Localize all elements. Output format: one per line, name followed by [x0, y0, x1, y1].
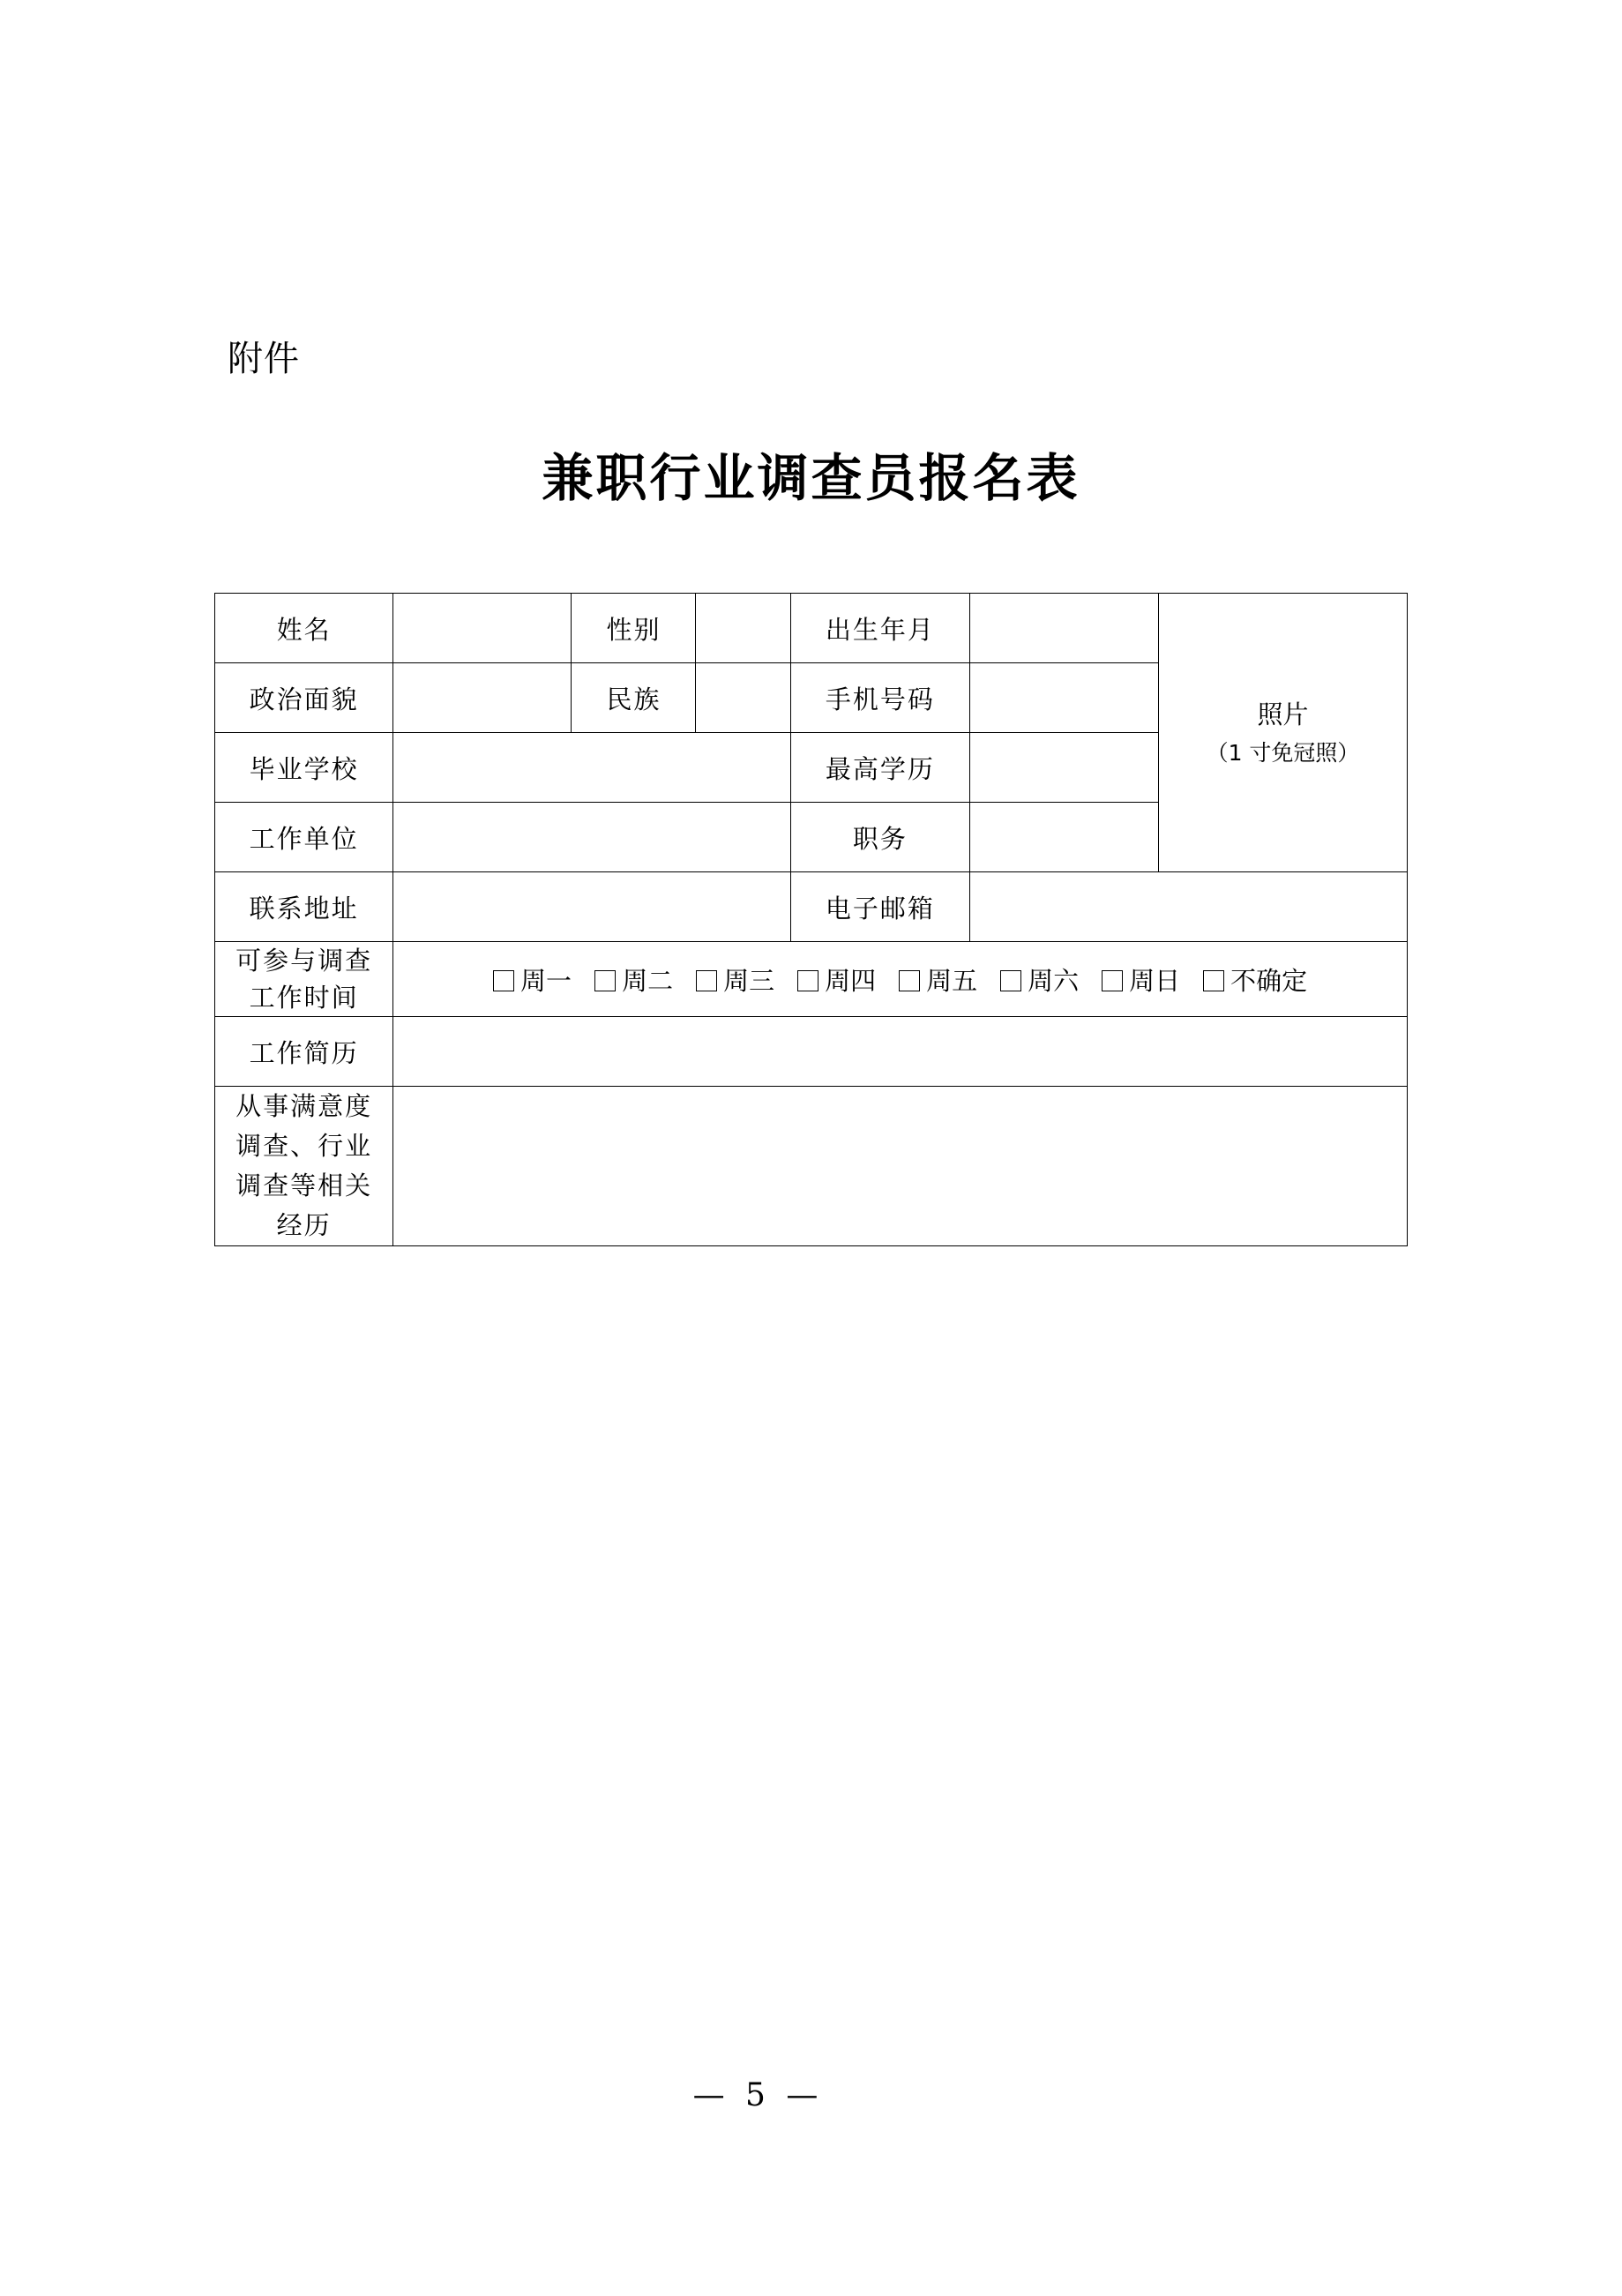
field-email[interactable] [969, 872, 1407, 942]
field-name[interactable] [393, 594, 572, 663]
field-ethnicity[interactable] [696, 663, 791, 733]
label-survey-experience-line4: 经历 [276, 1209, 332, 1240]
label-ethnicity: 民族 [572, 663, 696, 733]
label-school: 毕业学校 [215, 733, 393, 803]
photo-label: 照片 [1257, 699, 1309, 730]
field-political-status[interactable] [393, 663, 572, 733]
checkbox-option-thursday[interactable] [797, 961, 876, 998]
field-workplace[interactable] [393, 803, 791, 872]
label-survey-experience-line2: 调查、行业 [235, 1131, 373, 1162]
label-survey-experience-line1: 从事满意度 [235, 1091, 373, 1122]
checkbox-option-friday[interactable] [899, 961, 977, 998]
checkbox-icon[interactable] [696, 970, 717, 991]
checkbox-icon[interactable] [899, 970, 920, 991]
label-email: 电子邮箱 [791, 872, 969, 942]
label-gender: 性别 [572, 594, 696, 663]
checkbox-label: 周四 [825, 965, 877, 996]
page-footer [0, 2077, 1622, 2113]
label-workplace: 工作单位 [215, 803, 393, 872]
label-political-status: 政治面貌 [215, 663, 393, 733]
checkbox-label: 周六 [1028, 965, 1080, 996]
attachment-label: 附件 [228, 339, 300, 379]
field-education[interactable] [969, 733, 1159, 803]
page-title: 兼职行业调查员报名表 [542, 448, 1080, 508]
field-school[interactable] [393, 733, 791, 803]
checkbox-label: 周二 [622, 965, 674, 996]
label-survey-experience-line3: 调查等相关 [235, 1170, 373, 1200]
page-number: — 5 — [692, 2077, 824, 2113]
field-survey-experience[interactable] [393, 1087, 1408, 1246]
checkbox-icon[interactable] [797, 970, 818, 991]
table-row [215, 1017, 1408, 1087]
table-row [215, 872, 1408, 942]
label-availability-line2: 工作时间 [249, 983, 359, 1013]
photo-placeholder[interactable] [1159, 594, 1408, 872]
checkbox-option-sunday[interactable] [1102, 961, 1180, 998]
label-availability [215, 942, 393, 1017]
checkbox-icon[interactable] [1203, 970, 1224, 991]
label-work-resume: 工作简历 [215, 1017, 393, 1087]
checkbox-label: 不确定 [1230, 965, 1308, 996]
checkbox-icon[interactable] [1000, 970, 1021, 991]
checkbox-option-saturday[interactable] [1000, 961, 1079, 998]
field-position[interactable] [969, 803, 1159, 872]
availability-checkbox-group[interactable] [393, 942, 1408, 1017]
field-birth-date[interactable] [969, 594, 1159, 663]
checkbox-option-monday[interactable] [493, 961, 572, 998]
label-availability-line1: 可参与调查 [235, 946, 373, 976]
checkbox-label: 周五 [926, 965, 978, 996]
label-birth-date: 出生年月 [791, 594, 969, 663]
field-phone[interactable] [969, 663, 1159, 733]
label-name: 姓名 [215, 594, 393, 663]
label-position: 职务 [791, 803, 969, 872]
label-phone: 手机号码 [791, 663, 969, 733]
field-gender[interactable] [696, 594, 791, 663]
label-survey-experience [215, 1087, 393, 1246]
label-address: 联系地址 [215, 872, 393, 942]
field-work-resume[interactable] [393, 1017, 1408, 1087]
checkbox-label: 周一 [520, 965, 572, 996]
registration-form-table [214, 593, 1408, 1246]
checkbox-icon[interactable] [1102, 970, 1123, 991]
checkbox-icon[interactable] [594, 970, 616, 991]
checkbox-label: 周三 [723, 965, 775, 996]
table-row [215, 942, 1408, 1017]
table-row [215, 594, 1408, 663]
photo-sub-label: （1 寸免冠照） [1206, 739, 1360, 766]
checkbox-icon[interactable] [493, 970, 514, 991]
checkbox-label: 周日 [1129, 965, 1181, 996]
checkbox-option-tuesday[interactable] [594, 961, 673, 998]
label-education: 最高学历 [791, 733, 969, 803]
checkbox-option-wednesday[interactable] [696, 961, 774, 998]
table-row [215, 1087, 1408, 1246]
field-address[interactable] [393, 872, 791, 942]
checkbox-option-uncertain[interactable] [1203, 961, 1307, 998]
